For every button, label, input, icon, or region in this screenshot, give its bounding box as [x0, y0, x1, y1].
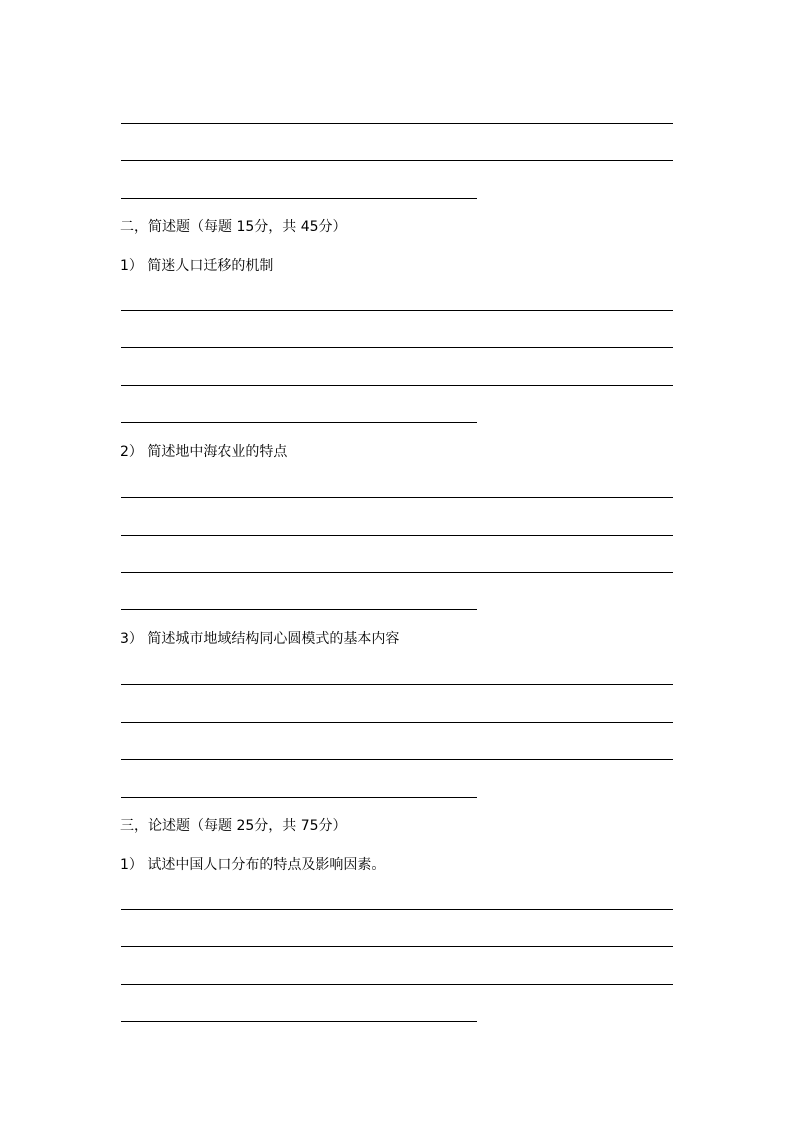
answer-line: [121, 347, 673, 348]
answer-line: [121, 385, 673, 386]
section-heading-essay: 三，论述题（每题 25分，共 75分）: [120, 818, 347, 834]
question-short-answer-3: 3） 简述城市地域结构同心圆模式的基本内容: [120, 631, 400, 647]
answer-line: [121, 497, 673, 498]
answer-line: [121, 572, 673, 573]
answer-line: [121, 609, 477, 610]
answer-line: [121, 984, 673, 985]
answer-line: [121, 1021, 477, 1022]
answer-line: [121, 759, 673, 760]
answer-line: [121, 160, 673, 161]
question-short-answer-1: 1） 简迷人口迁移的机制: [120, 258, 274, 274]
question-essay-1: 1） 试述中国人口分布的特点及影响因素。: [120, 857, 386, 873]
answer-line: [121, 310, 673, 311]
answer-line: [121, 909, 673, 910]
answer-line: [121, 722, 673, 723]
answer-line: [121, 422, 477, 423]
section-heading-short-answer: 二，简述题（每题 15分，共 45分）: [120, 219, 347, 235]
answer-line: [121, 535, 673, 536]
answer-line: [121, 797, 477, 798]
answer-line: [121, 123, 673, 124]
answer-line: [121, 946, 673, 947]
question-short-answer-2: 2） 简述地中海农业的特点: [120, 444, 288, 460]
answer-line: [121, 684, 673, 685]
answer-line: [121, 198, 477, 199]
